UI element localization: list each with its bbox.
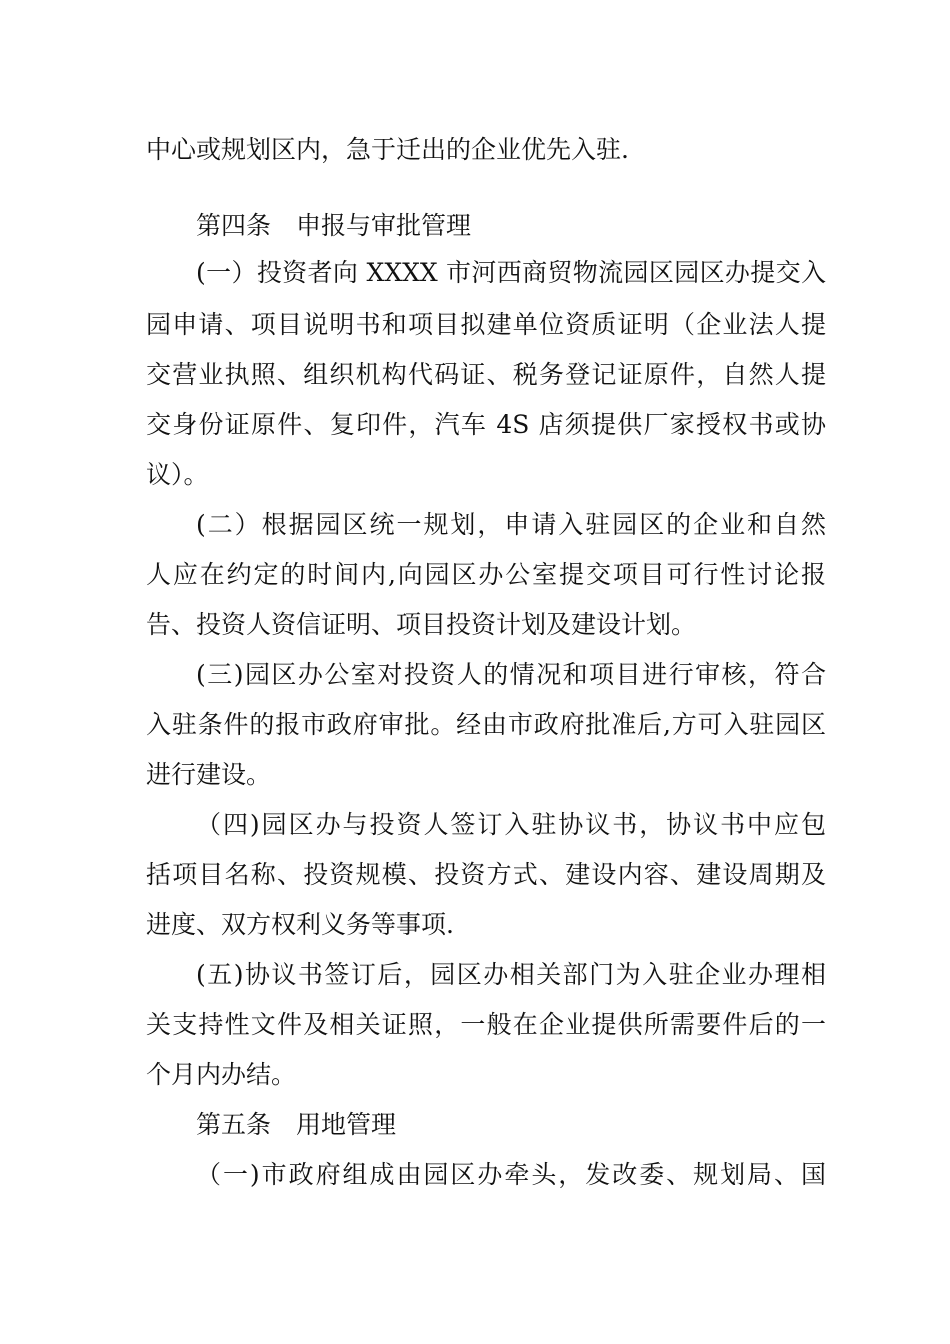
text-line: 园申请、项目说明书和项目拟建单位资质证明（企业法人提: [146, 310, 826, 339]
text-line: 括项目名称、投资规模、投资方式、建设内容、建设周期及: [146, 860, 826, 889]
text-line: （四)园区办与投资人签订入驻协议书，协议书中应包: [196, 810, 826, 839]
text-line: 交身份证原件、复印件，汽车 4S 店须提供厂家授权书或协: [146, 410, 826, 439]
text-line: (三)园区办公室对投资人的情况和项目进行审核，符合: [196, 660, 826, 689]
text-line: 议）。: [146, 460, 209, 489]
text-line: (一）投资者向 XXXX 市河西商贸物流园区园区办提交入: [196, 258, 826, 287]
text-line: 人应在约定的时间内,向园区办公室提交项目可行性讨论报: [146, 560, 826, 589]
article-heading: 第四条 申报与审批管理: [196, 211, 472, 240]
text-line: 关支持性文件及相关证照，一般在企业提供所需要件后的一: [146, 1010, 826, 1039]
article-heading: 第五条 用地管理: [196, 1110, 397, 1139]
text-line: 进行建设。: [146, 760, 272, 789]
text-line: 中心或规划区内，急于迁出的企业优先入驻.: [146, 135, 629, 164]
text-line: (五)协议书签订后，园区办相关部门为入驻企业办理相: [196, 960, 826, 989]
text-line: （一)市政府组成由园区办牵头，发改委、规划局、国: [196, 1160, 826, 1189]
text-line: 告、投资人资信证明、项目投资计划及建设计划。: [146, 610, 697, 639]
text-line: 入驻条件的报市政府审批。经由市政府批准后,方可入驻园区: [146, 710, 826, 739]
text-line: (二）根据园区统一规划，申请入驻园区的企业和自然: [196, 510, 826, 539]
text-line: 交营业执照、组织机构代码证、税务登记证原件，自然人提: [146, 360, 826, 389]
text-line: 个月内办结。: [146, 1060, 297, 1089]
text-line: 进度、双方权利义务等事项.: [146, 910, 454, 939]
